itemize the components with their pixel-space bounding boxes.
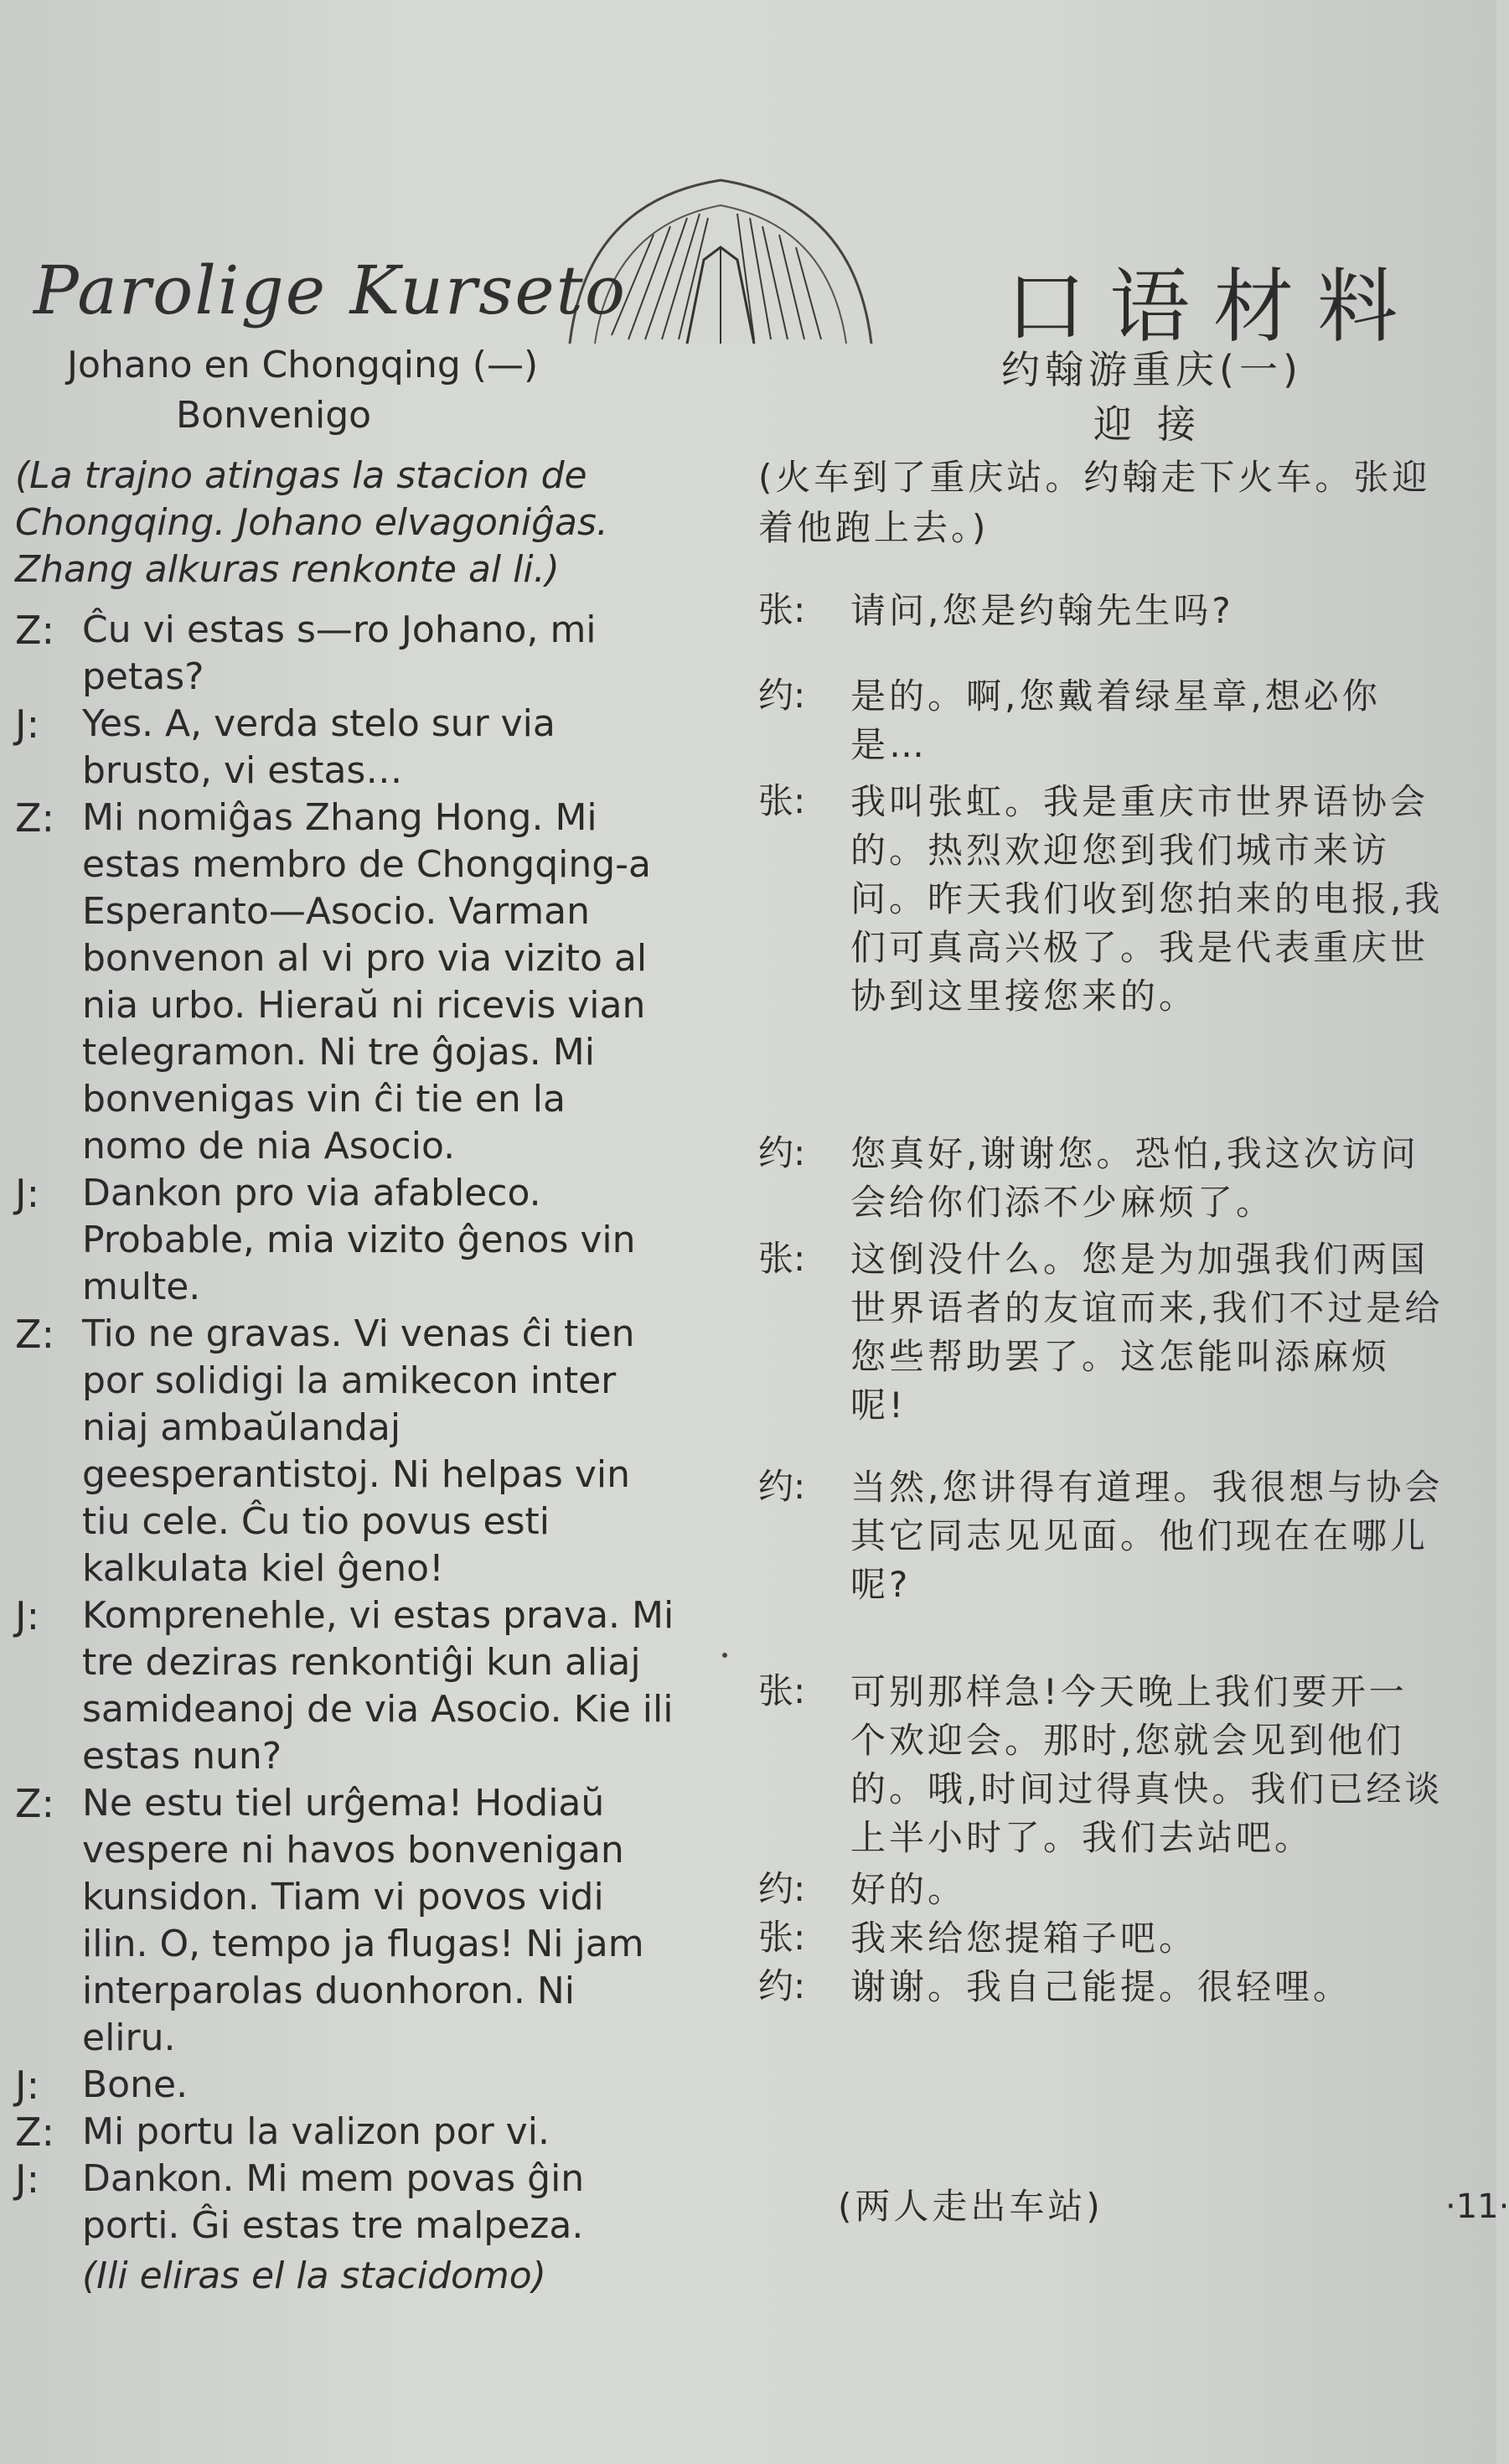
speaker: 张: <box>758 1917 806 1958</box>
stage-direction-close: (Ili eliras el la stacidomo) <box>82 2254 546 2297</box>
speaker: 张: <box>758 780 806 821</box>
dialogue-line <box>15 1780 677 2062</box>
dialogue-line <box>758 1235 1445 1430</box>
utterance: Mi portu la valizon por vi. <box>82 2110 550 2153</box>
dialogue-line <box>15 2156 677 2249</box>
speaker: 张: <box>758 1670 806 1711</box>
dialogue-line <box>15 1170 677 1311</box>
speaker: 约: <box>758 1132 806 1173</box>
speaker: 张: <box>758 589 806 630</box>
dialogue-line <box>15 1311 677 1592</box>
utterance: 我来给您提箱子吧。 <box>850 1918 1198 1959</box>
chinese-title: 口语材料 <box>1005 260 1421 354</box>
ink-dot <box>722 1653 727 1658</box>
speaker: Z: <box>15 795 55 841</box>
speaker: Z: <box>15 2109 55 2155</box>
esperanto-title: Parolige Kurseto <box>34 251 627 329</box>
speaker: 约: <box>758 1965 806 2006</box>
speaker: J: <box>15 2156 40 2202</box>
utterance: Tio ne gravas. Vi venas ĉi tien por solidigi la amikecon inter niaj ambaŭlandaj geesperantistoj. Ni helpas vin tiu cele. Ĉu tio povus esti kalkulata kiel ĝeno! <box>82 1312 635 1590</box>
utterance: Yes. A, verda stelo sur via brusto, vi estas… <box>82 702 556 792</box>
utterance: Komprenehle, vi estas prava. Mi tre deziras renkontiĝi kun aliaj samideanoj de via Asocio. Kie ili estas nun? <box>82 1594 674 1778</box>
esperanto-lesson-title: Bonvenigo <box>176 394 372 437</box>
dialogue-line <box>758 1668 1445 1862</box>
utterance: Ĉu vi estas s—ro Johano, mi petas? <box>82 608 597 698</box>
speaker: J: <box>15 2063 40 2108</box>
speaker: 约: <box>758 675 806 716</box>
utterance: Dankon. Mi mem povas ĝin porti. Ĝi estas tre malpeza. <box>82 2157 585 2247</box>
utterance: 请问,您是约翰先生吗? <box>850 590 1234 631</box>
utterance: Dankon pro via afableco. Probable, mia vizito ĝenos vin multe. <box>82 1172 636 1308</box>
dialogue-line <box>15 2109 677 2156</box>
esperanto-subtitle: Johano en Chongqing (—) <box>67 344 539 386</box>
speaker: J: <box>15 1171 40 1216</box>
chinese-dialogue <box>758 453 1445 2011</box>
utterance: 好的。 <box>850 1869 967 1910</box>
dialogue-line <box>15 795 677 1170</box>
page-number: ·11· <box>1445 2187 1509 2226</box>
utterance: 谢谢。我自己能提。很轻哩。 <box>850 1966 1352 2007</box>
esperanto-dialogue <box>15 453 677 2313</box>
dialogue-line <box>758 587 1445 635</box>
utterance: 这倒没什么。您是为加强我们两国世界语者的友谊而来,我们不过是给您些帮助罢了。这怎能叫添麻烦呢! <box>850 1239 1444 1426</box>
speaker: J: <box>15 1593 40 1638</box>
chinese-subtitle: 约翰游重庆(一) <box>1001 347 1303 392</box>
speaker: J: <box>15 701 40 747</box>
dialogue-line <box>758 1130 1445 1227</box>
utterance: 您真好,谢谢您。恐怕,我这次访问会给你们添不少麻烦了。 <box>850 1133 1419 1223</box>
dialogue-line <box>758 1963 1445 2011</box>
speaker: 张: <box>758 1238 806 1279</box>
chinese-lesson-title: 迎接 <box>1093 401 1221 447</box>
speaker: Z: <box>15 1312 55 1357</box>
speaker: Z: <box>15 608 55 653</box>
speaker: 约: <box>758 1466 806 1507</box>
dialogue-line <box>758 1866 1445 1914</box>
utterance: 可别那样急!今天晚上我们要开一个欢迎会。那时,您就会见到他们的。哦,时间过得真快。我们已经谈上半小时了。我们去站吧。 <box>850 1671 1444 1858</box>
dialogue-line <box>15 1592 677 1780</box>
dialogue-line <box>758 672 1445 769</box>
utterance: 当然,您讲得有道理。我很想与协会其它同志见见面。他们现在在哪儿呢? <box>850 1467 1444 1605</box>
utterance: Ne estu tiel urĝema! Hodiaŭ vespere ni havos bonvenigan kunsidon. Tiam vi povos vidi ilin. O, tempo ja flugas! Ni jam interparolas duonhoron. Ni eliru. <box>82 1782 644 2059</box>
stage-direction-open: (火车到了重庆站。约翰走下火车。张迎着他跑上去。) <box>758 457 1431 548</box>
dialogue-line <box>758 1914 1445 1963</box>
dialogue-line <box>758 778 1445 1021</box>
utterance: 是的。啊,您戴着绿星章,想必你是… <box>850 676 1381 765</box>
speaker: Z: <box>15 1781 55 1826</box>
stage-direction-open: (La trajno atingas la stacion de Chongqing. Johano elvagoniĝas. Zhang alkuras renkonte al li.) <box>15 454 608 591</box>
speaker: 约: <box>758 1868 806 1909</box>
dialogue-line <box>758 1463 1445 1609</box>
utterance: 我叫张虹。我是重庆市世界语协会的。热烈欢迎您到我们城市来访问。昨天我们收到您拍来的电报,我们可真高兴极了。我是代表重庆世协到这里接您来的。 <box>850 781 1444 1017</box>
chinese-stage-direction-close: (两人走出车站) <box>838 2186 1103 2227</box>
utterance: Mi nomiĝas Zhang Hong. Mi estas membro de Chongqing-a Esperanto—Asocio. Varman bonvenon al vi pro via vizito al nia urbo. Hieraŭ ni ricevis vian telegramon. Ni tre ĝojas. Mi bonvenigas vin ĉi tie en la nomo de nia Asocio. <box>82 796 652 1167</box>
dialogue-line <box>15 2062 677 2109</box>
dialogue-line <box>15 607 677 701</box>
dialogue-line <box>15 701 677 795</box>
utterance: Bone. <box>82 2063 189 2106</box>
